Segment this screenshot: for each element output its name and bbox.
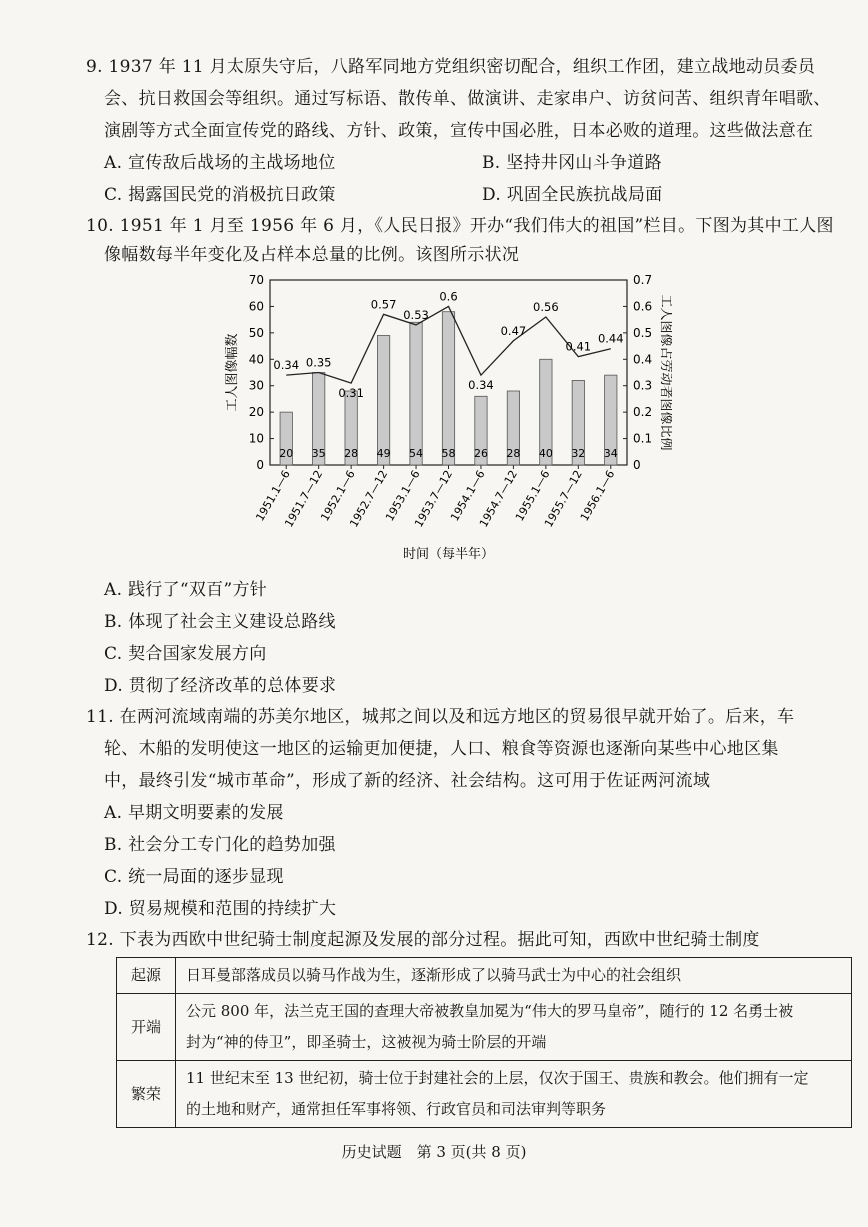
table-row [117,958,852,994]
row-content-line: 公元 800 年，法兰克王国的查理大帝被教皇加冕为“伟大的罗马皇帝”，随行的 12 名勇士被 [186,1002,794,1020]
y2-tick-label: 0 [633,458,641,472]
q10-option-d[interactable]: D. 贯彻了经济改革的总体要求 [104,676,337,696]
q11-option-d[interactable]: D. 贸易规模和范围的持续扩大 [104,899,337,919]
line-value-label: 0.56 [533,300,559,314]
q11-stem-line-1: 11. 在两河流域南端的苏美尔地区，城邦之间以及和远方地区的贸易很早就开始了。后来，车 [86,707,795,727]
y2-tick-label: 0.2 [633,405,653,420]
y2-tick-label: 0.1 [633,431,653,446]
x-axis-title: 时间（每半年） [402,547,495,562]
q9-option-a[interactable]: A. 宣传敌后战场的主战场地位 [104,153,336,173]
y-tick-label: 20 [248,405,264,420]
x-tick-label: 1955.7—12 [541,468,585,530]
x-tick-label: 1952.7—12 [347,468,391,530]
x-tick-label: 1956.1—6 [577,468,618,524]
x-tick-label: 1953.1—6 [383,468,423,524]
line-value-label: 0.34 [273,358,300,373]
row-content-beginning [176,994,852,1061]
bar-value-label: 28 [344,447,359,460]
q10-chart-svg [212,268,672,568]
page-footer: 历史试题 第 3 页(共 8 页) [341,1143,527,1161]
line-value-label: 0.6 [439,289,458,304]
line-value-label: 0.41 [565,339,592,354]
bar-value-label: 20 [279,447,294,460]
q9-option-b[interactable]: B. 坚持井冈山斗争道路 [482,153,662,173]
x-tick-label: 1951.1—6 [253,468,293,524]
y-tick-label: 0 [256,458,264,472]
q9-option-c[interactable]: C. 揭露国民党的消极抗日政策 [104,185,336,205]
q10-stem-line-2: 像幅数每半年变化及占样本总量的比例。该图所示状况 [104,245,520,265]
line-value-label: 0.57 [370,297,397,312]
line-value-label: 0.44 [597,331,624,346]
y2-tick-label: 0.6 [633,299,653,314]
y2-tick-label: 0.4 [633,352,653,367]
row-content-line: 封为“神的侍卫”，即圣骑士，这被视为骑士阶层的开端 [186,1033,547,1051]
q10-chart [212,268,672,568]
row-content-line: 的土地和财产，通常担任军事将领、行政官员和司法审判等职务 [186,1100,607,1118]
y-tick-label: 30 [248,378,264,393]
q9-option-d[interactable]: D. 巩固全民族抗战局面 [482,185,663,205]
row-label-beginning: 开端 [117,994,176,1061]
y-tick-label: 50 [248,325,264,340]
x-tick-label: 1954.1—6 [448,468,488,524]
row-content-line: 日耳曼部落成员以骑马作战为生，逐渐形成了以骑马武士为中心的社会组织 [186,966,682,984]
q12-stem: 12. 下表为西欧中世纪骑士制度起源及发展的部分过程。据此可知，西欧中世纪骑士制度 [86,930,760,950]
bar-value-label: 35 [311,447,326,460]
y-tick-label: 40 [248,352,264,367]
q10-stem-line-1: 10. 1951 年 1 月至 1956 年 6 月，《人民日报》开办“我们伟大的祖国”栏目。下图为其中工人图 [86,216,834,236]
line-value-label: 0.53 [403,307,429,322]
y2-tick-label: 0.5 [633,325,653,340]
bar-value-label: 40 [538,447,553,460]
y2-tick-label: 0.7 [633,273,653,287]
line-value-label: 0.31 [338,386,364,401]
row-label-prosperity: 繁荣 [117,1061,176,1128]
bar [410,322,422,465]
row-content-origin [176,958,852,994]
q12-table [116,957,852,1128]
line-value-label: 0.47 [500,323,527,338]
x-tick-label: 1953.7—12 [412,468,456,530]
q11-stem-line-3: 中，最终引发“城市革命”，形成了新的经济、社会结构。这可用于佐证两河流域 [104,771,711,791]
x-tick-label: 1952.1—6 [318,468,358,524]
q11-option-c[interactable]: C. 统一局面的逐步显现 [104,867,284,887]
row-content-line: 11 世纪末至 13 世纪初，骑士位于封建社会的上层，仅次于国王、贵族和教会。他们拥有一定 [186,1069,809,1087]
bar-value-label: 34 [603,447,618,460]
q10-option-a[interactable]: A. 践行了“双百”方针 [104,580,268,600]
x-tick-label: 1951.7—12 [282,468,326,530]
q10-option-b[interactable]: B. 体现了社会主义建设总路线 [104,612,336,632]
table-row [117,994,852,1061]
q9-stem-line-3: 演剧等方式全面宣传党的路线、方针、政策，宣传中国必胜，日本必败的道理。这些做法意在 [104,121,814,141]
q9-stem-line-2: 会、抗日救国会等组织。通过写标语、散传单、做演讲、走家串户、访贫问苦、组织青年唱歌、 [104,89,831,109]
y-tick-label: 10 [248,431,264,446]
bar [442,312,454,465]
row-label-origin: 起源 [117,958,176,994]
bar [377,336,389,466]
y-tick-label: 60 [248,299,264,314]
y2-axis-title: 工人图像占劳动者图像比例 [658,294,672,451]
x-tick-label: 1954.7—12 [476,468,521,530]
q11-option-a[interactable]: A. 早期文明要素的发展 [104,803,284,823]
table-row [117,1061,852,1128]
bar-value-label: 49 [376,447,391,460]
q11-stem-line-2: 轮、木船的发明使这一地区的运输更加便捷，人口、粮食等资源也逐渐向某些中心地区集 [104,739,779,759]
line-value-label: 0.35 [305,355,332,370]
y-tick-label: 70 [248,273,264,287]
bar-value-label: 28 [506,447,521,460]
line-value-label: 0.34 [468,378,494,393]
bar-value-label: 32 [571,447,586,460]
bar-value-label: 58 [441,447,456,460]
q11-option-b[interactable]: B. 社会分工专门化的趋势加强 [104,835,336,855]
x-tick-label: 1955.1—6 [512,468,553,524]
bar-value-label: 54 [409,447,424,460]
y-axis-title: 工人图像幅数 [225,333,240,412]
y2-tick-label: 0.3 [633,378,653,393]
q10-option-c[interactable]: C. 契合国家发展方向 [104,644,267,664]
q9-stem-line-1: 9. 1937 年 11 月太原失守后，八路军同地方党组织密切配合，组织工作团，建立战地动员委员 [86,57,816,77]
bar-value-label: 26 [473,447,488,460]
row-content-prosperity [176,1061,852,1128]
